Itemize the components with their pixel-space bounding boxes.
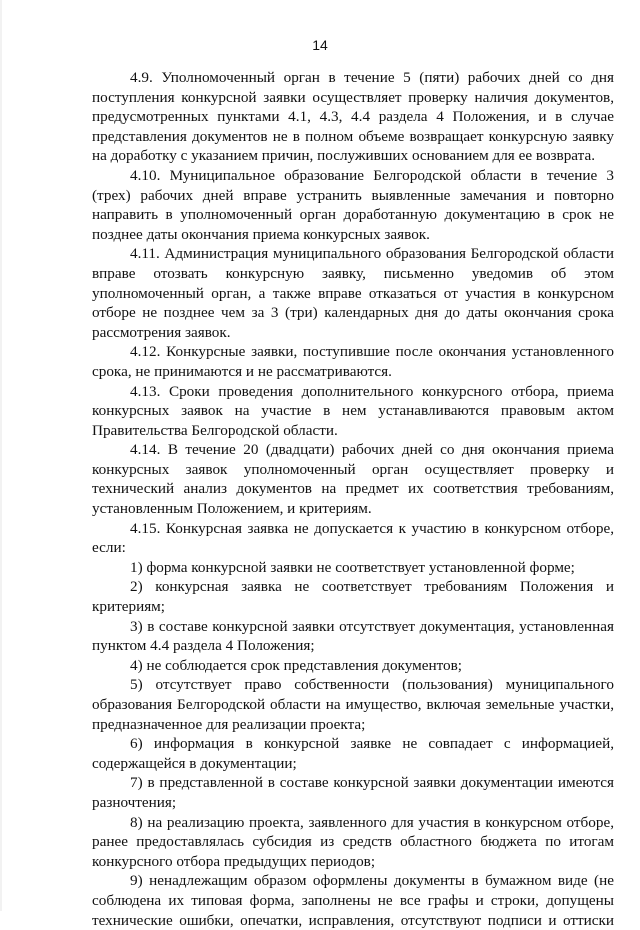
list-item-8: 8) на реализацию проекта, заявленного для участия в конкурсном отборе, ранее предоставлялась субсидия из средств областного бюджета по итогам конкурсного отбора предыдущих периодов;: [92, 813, 614, 870]
list-item-7: 7) в представленной в составе конкурсной заявки документации имеются разночтения;: [92, 774, 614, 811]
page-number: 14: [312, 37, 328, 53]
list-item-4: 4) не соблюдается срок представления документов;: [130, 656, 463, 674]
document-body: [92, 68, 614, 930]
list-item-1: 1) форма конкурсной заявки не соответствует установленной форме;: [130, 558, 575, 576]
list-item-6: 6) информация в конкурсной заявке не совпадает с информацией, содержащейся в документации;: [92, 735, 614, 772]
list-item-5: 5) отсутствует право собственности (пользования) муниципального образования Белгородской области на имущество, включая земельные участки, предназначенное для реализации проекта;: [92, 676, 614, 733]
list-item-9: 9) ненадлежащим образом оформлены документы в бумажном виде (не соблюдена их типовая форма, заполнены не все графы и строки, допущены технические ошибки, опечатки, исправления, отсутствуют подписи и оттиски: [92, 872, 614, 929]
list-item-2: 2) конкурсная заявка не соответствует требованиям Положения и критериям;: [92, 578, 614, 616]
paragraph-4-11: 4.11. Администрация муниципального образования Белгородской области вправе отозвать конкурсную заявку, письменно уведомив об этом уполномоченный орган, а также вправе отказаться от участия в конкурсном отборе не позднее чем за 3 (три) календарных дня до даты окончания срока рассмотрения заявок.: [92, 245, 614, 341]
scan-edge: [0, 0, 2, 911]
list-item-3: 3) в составе конкурсной заявки отсутствует документация, установленная пунктом 4.4 раздела 4 Положения;: [92, 617, 614, 655]
paragraph-4-15: 4.15. Конкурсная заявка не допускается к участию в конкурсном отборе, если:: [92, 519, 614, 557]
paragraph-4-9: 4.9. Уполномоченный орган в течение 5 (пяти) рабочих дней со дня поступления конкурсной заявки осуществляет проверку наличия документов, предусмотренных пунктами 4.1, 4.3, 4.4 раздела 4 Положения, и в случае представления документов не в полном объеме возвращает конкурсную заявку на доработку с указанием причин, послуживших основанием для ее возврата.: [92, 69, 614, 165]
paragraph-4-14: 4.14. В течение 20 (двадцати) рабочих дней со дня окончания приема конкурсных заявок уполномоченный орган осуществляет проверку и технический анализ документов на предмет их соответствия требованиям, установленным Положением, и критериям.: [92, 441, 614, 518]
paragraph-4-10: 4.10. Муниципальное образование Белгородской области в течение 3 (трех) рабочих дней вправе устранить выявленные замечания и повторно направить в уполномоченный орган доработанную документацию в срок не позднее даты окончания приема конкурсных заявок.: [92, 166, 614, 243]
paragraph-4-12: 4.12. Конкурсные заявки, поступившие после окончания установленного срока, не принимаются и не рассматриваются.: [92, 343, 614, 380]
paragraph-4-13: 4.13. Сроки проведения дополнительного конкурсного отбора, приема конкурсных заявок на участие в нем устанавливаются правовым актом Правительства Белгородской области.: [92, 382, 614, 439]
